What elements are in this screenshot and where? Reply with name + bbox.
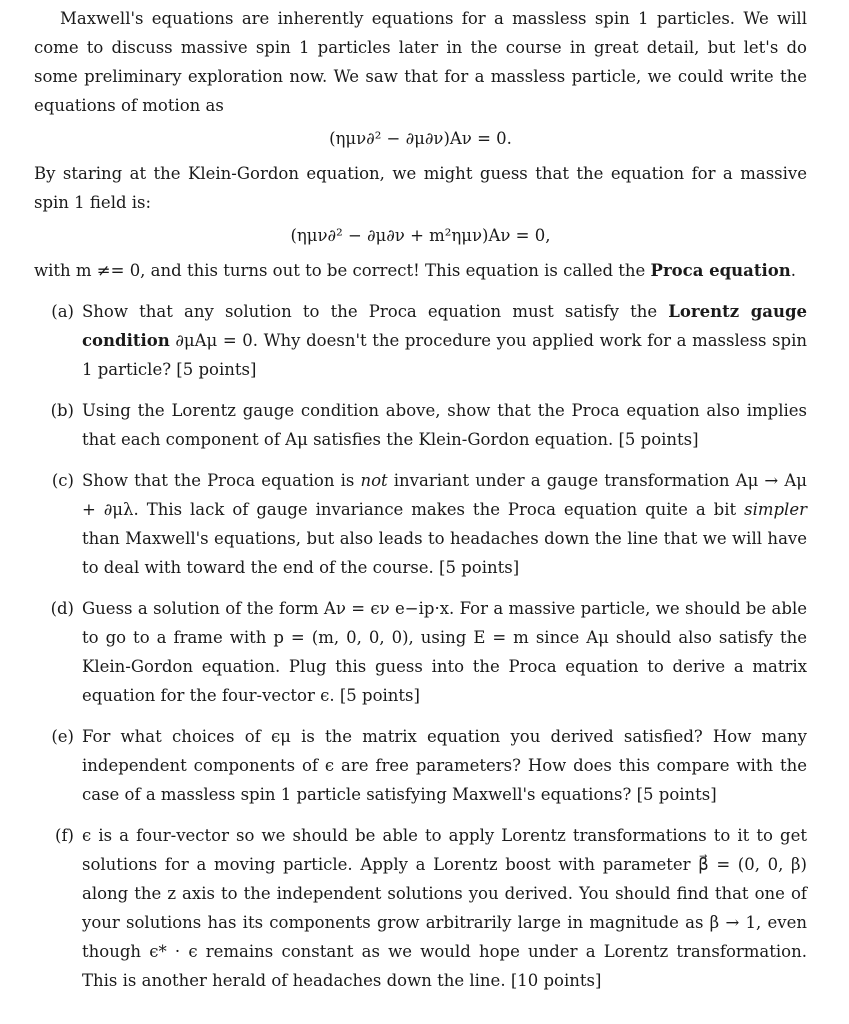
part-d-label: (d) [50,599,74,618]
part-d [34,594,807,710]
part-e-label: (e) [51,727,74,746]
equation-maxwell: (ημν∂² − ∂μ∂ν)Aν = 0. [329,129,512,148]
lorentz-gauge-term: Lorentz gauge condition [82,302,807,350]
part-a-body [82,297,807,384]
part-a-text-2: ∂μAμ = 0. Why doesn't the procedure you applied work for a massless spin 1 particle? [5 points] [82,331,807,379]
proca-text-pre: with m ≠= 0, and this turns out to be correct! This equation is called the [34,261,651,280]
part-a [34,297,807,384]
part-f [34,821,807,995]
proca-text-post: . [790,261,796,280]
intro-paragraph: Maxwell's equations are inherently equations for a massless spin 1 particles. We will come to discuss massive spin 1 particles later in the course in great detail, but let's do some preliminary exploration now. We saw that for a massless particle, we could write the equations of motion as [34,9,807,115]
part-f-label: (f) [55,826,74,845]
part-b-body: Using the Lorentz gauge condition above, show that the Proca equation also implies that each component of Aμ satisfies the Klein-Gordon equation. [5 points] [82,401,807,449]
part-e [34,722,807,809]
klein-gordon-paragraph: By staring at the Klein-Gordon equation, we might guess that the equation for a massive spin 1 field is: [34,164,807,212]
part-a-label: (a) [51,302,74,321]
proca-paragraph [34,256,807,285]
part-d-body: Guess a solution of the form Aν = ϵν e−ip·x. For a massive particle, we should be able to go to a frame with p = (m, 0, 0, 0), using E = m since Aμ should also satisfy the Klein-Gordon equation. Plug this guess into the Proca equation to derive a matrix equation for the four-vector ϵ. [5 points] [82,599,807,705]
part-c-label: (c) [51,471,74,490]
part-c-text-2: invariant under a gauge transformation Aμ → Aμ + ∂μλ. This lack of gauge invariance makes the Proca equation quite a bit [82,471,808,519]
part-c [34,466,807,582]
part-f-body: ϵ is a four-vector so we should be able to apply Lorentz transformations to it to get solutions for a moving particle. Apply a Lorentz boost with parameter β⃗ = (0, 0, β) along the z axis to the independent solutions you derived. You should find that one of your solutions has its components grow arbitrarily large in magnitude as β → 1, even though ϵ* · ϵ remains constant as we would hope under a Lorentz transformation. This is another herald of headaches down the line. [10 points] [82,826,807,990]
equation-proca: (ημν∂² − ∂μ∂ν + m²ημν)Aν = 0, [290,226,551,245]
part-e-body: For what choices of ϵμ is the matrix equation you derived satisfied? How many independent components of ϵ are free parameters? How does this compare with the case of a massless spin 1 particle satisfying Maxwell's equations? [5 points] [82,727,807,804]
part-c-text-3: than Maxwell's equations, but also leads to headaches down the line that we will have to deal with toward the end of the course. [5 points] [82,529,807,577]
part-b [34,396,807,454]
proca-term: Proca equation [650,261,791,280]
part-c-emphasis-simpler: simpler [744,500,807,519]
part-c-body [82,466,807,582]
part-c-text-1: Show that the Proca equation is [82,471,361,490]
part-b-label: (b) [50,401,74,420]
part-a-text-1: Show that any solution to the Proca equation must satisfy the [82,302,669,321]
part-c-emphasis-not: not [360,471,388,490]
